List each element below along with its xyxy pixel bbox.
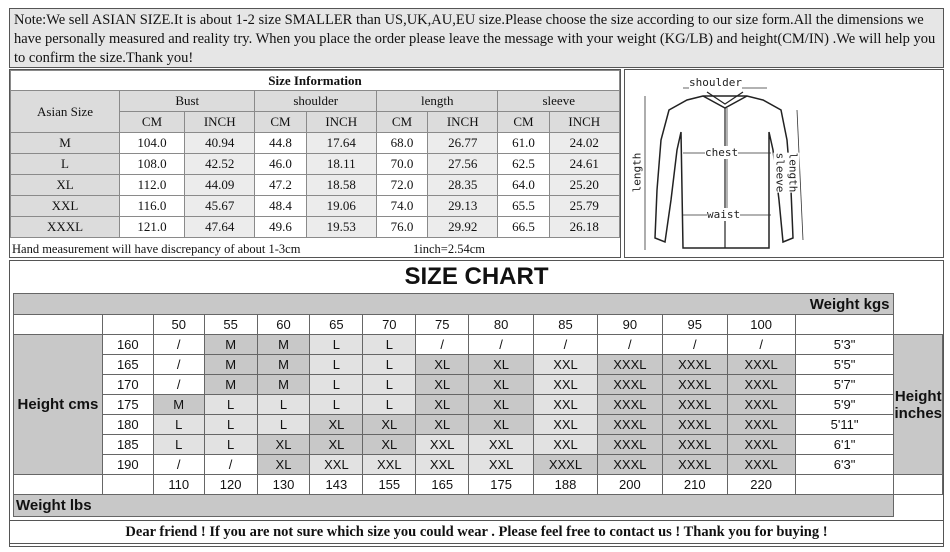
- measurement-value: 121.0: [120, 217, 185, 238]
- chest-label: chest: [705, 146, 739, 159]
- measurement-value: 27.56: [428, 154, 498, 175]
- size-cell: L: [363, 355, 416, 375]
- size-chart-row: [14, 455, 943, 475]
- length-label: length: [630, 152, 644, 193]
- weight-lbs-label: 188: [534, 475, 598, 495]
- measurement-value: 26.18: [549, 217, 619, 238]
- measurement-value: 65.5: [498, 196, 549, 217]
- size-cell: /: [727, 335, 795, 355]
- measurement-value: 68.0: [376, 133, 427, 154]
- size-cell: XL: [257, 435, 310, 455]
- weight-lbs-label: 220: [727, 475, 795, 495]
- size-cell: XL: [310, 435, 363, 455]
- measurement-value: 48.4: [255, 196, 306, 217]
- size-cell: XL: [469, 355, 534, 375]
- size-cell: XXL: [534, 355, 598, 375]
- weight-kg-label: 50: [153, 315, 204, 335]
- unit-header: CM: [376, 112, 427, 133]
- size-info-row: [11, 154, 620, 175]
- bust-header: Bust: [120, 91, 255, 112]
- size-cell: L: [257, 415, 310, 435]
- size-cell: /: [534, 335, 598, 355]
- shirt-diagram: [624, 69, 944, 258]
- weight-kg-label: 60: [257, 315, 310, 335]
- measurement-value: 47.64: [185, 217, 255, 238]
- size-cell: L: [153, 415, 204, 435]
- height-inch-value: 5'11": [795, 415, 894, 435]
- size-cell: L: [363, 375, 416, 395]
- size-cell: XXXL: [727, 395, 795, 415]
- unit-header: INCH: [306, 112, 376, 133]
- measurement-value: 18.58: [306, 175, 376, 196]
- measurement-value: 76.0: [376, 217, 427, 238]
- size-cell: XXXL: [662, 355, 727, 375]
- shoulder-header: shoulder: [255, 91, 377, 112]
- size-cell: XXL: [469, 455, 534, 475]
- measurement-value: 66.5: [498, 217, 549, 238]
- size-cell: XXXL: [727, 455, 795, 475]
- size-cell: M: [153, 395, 204, 415]
- measurement-value: 24.02: [549, 133, 619, 154]
- size-chart-row: [14, 435, 943, 455]
- weight-lbs-label: 210: [662, 475, 727, 495]
- unit-header: CM: [498, 112, 549, 133]
- size-cell: XL: [469, 375, 534, 395]
- height-cm-value: 160: [102, 335, 153, 355]
- size-cell: XXXL: [727, 355, 795, 375]
- measurement-value: 44.09: [185, 175, 255, 196]
- unit-header: INCH: [185, 112, 255, 133]
- asian-size-header: Asian Size: [11, 91, 120, 133]
- size-cell: XL: [310, 415, 363, 435]
- size-cell: XXXL: [597, 375, 662, 395]
- measurement-value: 64.0: [498, 175, 549, 196]
- size-info-row: [11, 133, 620, 154]
- inch-conversion: 1inch=2.54cm: [413, 242, 485, 256]
- size-cell: L: [363, 395, 416, 415]
- size-cell: XL: [363, 435, 416, 455]
- weight-lbs-label: 110: [153, 475, 204, 495]
- size-chart-grid: [13, 293, 943, 517]
- size-info-row: [11, 196, 620, 217]
- size-cell: XL: [257, 455, 310, 475]
- measurement-value: 44.8: [255, 133, 306, 154]
- size-cell: M: [257, 335, 310, 355]
- size-cell: XL: [416, 395, 469, 415]
- size-cell: XL: [469, 415, 534, 435]
- measurement-value: 25.20: [549, 175, 619, 196]
- height-inch-value: 5'9": [795, 395, 894, 415]
- size-cell: M: [204, 375, 257, 395]
- weight-lbs-label: 130: [257, 475, 310, 495]
- size-chart-row: [14, 395, 943, 415]
- size-label: L: [11, 154, 120, 175]
- weight-kg-label: 65: [310, 315, 363, 335]
- length-header: length: [376, 91, 498, 112]
- measurement-value: 29.13: [428, 196, 498, 217]
- lbs-row-spacer: [795, 475, 894, 495]
- weight-lbs-label: 175: [469, 475, 534, 495]
- size-cell: XXL: [310, 455, 363, 475]
- size-label: XXXL: [11, 217, 120, 238]
- height-cm-value: 180: [102, 415, 153, 435]
- measurement-value: 62.5: [498, 154, 549, 175]
- size-cell: L: [153, 435, 204, 455]
- height-cm-value: 165: [102, 355, 153, 375]
- measurement-value: 29.92: [428, 217, 498, 238]
- measurement-value: 40.94: [185, 133, 255, 154]
- measurement-value: 70.0: [376, 154, 427, 175]
- unit-header: INCH: [428, 112, 498, 133]
- size-cell: XXXL: [597, 435, 662, 455]
- measurement-value: 61.0: [498, 133, 549, 154]
- size-cell: XXL: [534, 435, 598, 455]
- unit-header: INCH: [549, 112, 619, 133]
- measurement-value: 74.0: [376, 196, 427, 217]
- weight-kg-label: 55: [204, 315, 257, 335]
- size-cell: /: [662, 335, 727, 355]
- size-cell: XXL: [534, 415, 598, 435]
- size-cell: XXXL: [597, 415, 662, 435]
- height-cm-value: 185: [102, 435, 153, 455]
- weight-kg-label: 80: [469, 315, 534, 335]
- size-chart: [9, 260, 944, 547]
- height-cm-value: 190: [102, 455, 153, 475]
- weight-lbs-label: 165: [416, 475, 469, 495]
- size-cell: /: [416, 335, 469, 355]
- size-cell: XL: [416, 375, 469, 395]
- weight-lbs-label: 155: [363, 475, 416, 495]
- measurement-value: 25.79: [549, 196, 619, 217]
- measurement-value: 72.0: [376, 175, 427, 196]
- kg-row-spacer: [102, 315, 153, 335]
- size-label: M: [11, 133, 120, 154]
- height-inch-value: 5'3": [795, 335, 894, 355]
- height-cms-label: Height cms: [14, 335, 103, 475]
- lbs-row-spacer: [894, 475, 943, 495]
- measurement-value: 26.77: [428, 133, 498, 154]
- weight-kg-label: 85: [534, 315, 598, 335]
- size-cell: XXXL: [662, 415, 727, 435]
- size-cell: XXXL: [727, 415, 795, 435]
- lbs-row-spacer: [102, 475, 153, 495]
- measurement-value: 18.11: [306, 154, 376, 175]
- measurement-value: 116.0: [120, 196, 185, 217]
- size-cell: L: [257, 395, 310, 415]
- size-cell: XXXL: [727, 435, 795, 455]
- size-cell: /: [153, 455, 204, 475]
- size-cell: XXXL: [597, 355, 662, 375]
- size-cell: /: [153, 375, 204, 395]
- weight-lbs-label: 143: [310, 475, 363, 495]
- size-cell: XXXL: [662, 395, 727, 415]
- size-cell: XXXL: [662, 435, 727, 455]
- measurement-value: 47.2: [255, 175, 306, 196]
- size-note: Note:We sell ASIAN SIZE.It is about 1-2 size SMALLER than US,UK,AU,EU size.Please choose the size according to our size form.All the dimensions we have personally measured and reality try. When you place the order please leave the message with your weight (KG/LB) and height(CM/IN) .We will help you to confirm the size.Thank you!: [9, 8, 944, 68]
- size-cell: XL: [416, 415, 469, 435]
- size-cell: XXL: [534, 375, 598, 395]
- sleeve-length-label: length: [786, 152, 800, 193]
- measurement-value: 112.0: [120, 175, 185, 196]
- size-cell: L: [363, 335, 416, 355]
- weight-kg-label: 90: [597, 315, 662, 335]
- measurement-value: 28.35: [428, 175, 498, 196]
- size-label: XXL: [11, 196, 120, 217]
- sleeve-label: sleeve: [773, 152, 787, 193]
- size-cell: /: [597, 335, 662, 355]
- size-cell: XXXL: [534, 455, 598, 475]
- weight-kg-label: 95: [662, 315, 727, 335]
- kg-row-spacer: [795, 315, 894, 335]
- size-cell: L: [204, 435, 257, 455]
- weight-lbs-label: 120: [204, 475, 257, 495]
- size-cell: /: [469, 335, 534, 355]
- size-cell: /: [204, 455, 257, 475]
- measurement-value: 108.0: [120, 154, 185, 175]
- size-cell: XXXL: [727, 375, 795, 395]
- weight-kg-label: 70: [363, 315, 416, 335]
- measurement-value: 19.53: [306, 217, 376, 238]
- size-info-title: Size Information: [11, 71, 620, 91]
- measurement-value: 42.52: [185, 154, 255, 175]
- height-inch-value: 5'7": [795, 375, 894, 395]
- size-cell: XL: [363, 415, 416, 435]
- measurement-value: 49.6: [255, 217, 306, 238]
- size-cell: M: [204, 355, 257, 375]
- measurement-footnote: Hand measurement will have discrepancy of about 1-3cm: [12, 242, 301, 256]
- height-inches-label: Height inches: [894, 335, 943, 475]
- size-chart-row: [14, 335, 943, 355]
- size-cell: L: [204, 395, 257, 415]
- size-cell: XXL: [469, 435, 534, 455]
- size-cell: /: [153, 355, 204, 375]
- size-cell: L: [204, 415, 257, 435]
- size-chart-title: SIZE CHART: [404, 263, 549, 290]
- shoulder-label: shoulder: [689, 76, 742, 89]
- measurement-value: 17.64: [306, 133, 376, 154]
- weight-lbs-label: 200: [597, 475, 662, 495]
- size-cell: XXL: [416, 455, 469, 475]
- measurement-value: 24.61: [549, 154, 619, 175]
- unit-header: CM: [255, 112, 306, 133]
- size-chart-row: [14, 355, 943, 375]
- size-cell: XXXL: [597, 455, 662, 475]
- size-cell: M: [257, 355, 310, 375]
- size-cell: XL: [416, 355, 469, 375]
- height-inch-value: 5'5": [795, 355, 894, 375]
- thank-you-message: Dear friend ! If you are not sure which size you could wear . Please feel free to contact us ! Thank you for buying !: [9, 520, 944, 544]
- weight-kg-label: 100: [727, 315, 795, 335]
- size-cell: XL: [469, 395, 534, 415]
- height-inch-value: 6'3": [795, 455, 894, 475]
- lbs-row-spacer: [14, 475, 103, 495]
- weight-lbs-header: Weight lbs: [14, 495, 894, 517]
- waist-label: waist: [707, 208, 741, 221]
- size-chart-row: [14, 415, 943, 435]
- sleeve-header: sleeve: [498, 91, 620, 112]
- weight-kg-label: 75: [416, 315, 469, 335]
- size-cell: XXXL: [662, 455, 727, 475]
- size-cell: L: [310, 375, 363, 395]
- weight-kgs-header: Weight kgs: [14, 294, 894, 315]
- size-cell: XXXL: [662, 375, 727, 395]
- height-cm-value: 170: [102, 375, 153, 395]
- size-cell: /: [153, 335, 204, 355]
- measurement-value: 104.0: [120, 133, 185, 154]
- height-inch-value: 6'1": [795, 435, 894, 455]
- size-cell: M: [204, 335, 257, 355]
- size-cell: XXXL: [597, 395, 662, 415]
- kg-row-spacer: [14, 315, 103, 335]
- size-cell: M: [257, 375, 310, 395]
- measurement-value: 19.06: [306, 196, 376, 217]
- size-cell: L: [310, 335, 363, 355]
- size-cell: XXL: [534, 395, 598, 415]
- unit-header: CM: [120, 112, 185, 133]
- size-label: XL: [11, 175, 120, 196]
- size-cell: XXL: [363, 455, 416, 475]
- size-cell: XXL: [416, 435, 469, 455]
- measurement-value: 45.67: [185, 196, 255, 217]
- size-chart-row: [14, 375, 943, 395]
- size-cell: L: [310, 395, 363, 415]
- height-cm-value: 175: [102, 395, 153, 415]
- size-cell: L: [310, 355, 363, 375]
- size-info-row: [11, 175, 620, 196]
- size-info-row: [11, 217, 620, 238]
- size-information-table: [9, 69, 621, 258]
- measurement-value: 46.0: [255, 154, 306, 175]
